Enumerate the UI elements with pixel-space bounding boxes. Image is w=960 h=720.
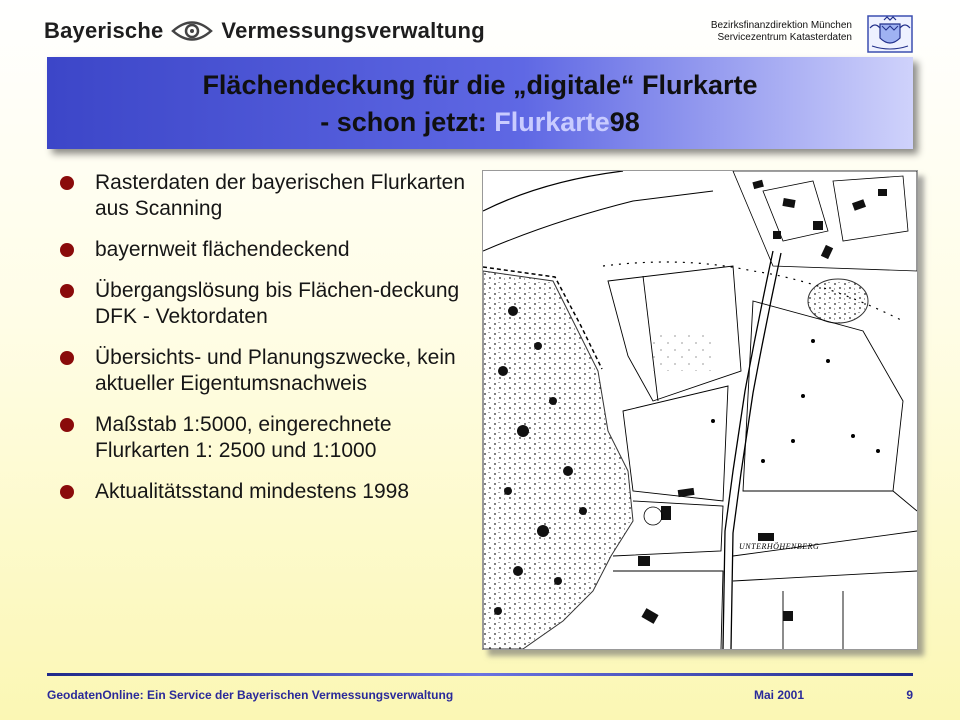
map-place-label: UNTERHÖHENBERG — [739, 542, 820, 551]
bavarian-crest-icon — [866, 14, 914, 54]
title-line-1: Flächendeckung für die „digitale“ Flurkarte — [202, 70, 758, 100]
bullet-text: Rasterdaten der bayerischen Flurkarten aus Scanning — [95, 171, 466, 220]
cadastral-map-image — [482, 170, 918, 650]
bullet-item — [60, 237, 480, 263]
organization-info — [711, 20, 852, 44]
bullet-dot-icon — [60, 176, 74, 190]
slide-title-box — [47, 57, 913, 149]
bullet-dot-icon — [60, 351, 74, 365]
footer-service-text: GeodatenOnline: Ein Service der Bayerischen Vermessungsverwaltung — [47, 688, 454, 702]
bullet-item — [60, 479, 480, 505]
bullet-item — [60, 170, 480, 222]
cadastral-map-drawing — [483, 171, 917, 649]
title-line-2-suffix: 98 — [609, 107, 640, 137]
title-line-2-prefix: - schon jetzt: — [320, 107, 495, 137]
page-number: 9 — [906, 688, 913, 702]
bullet-item — [60, 412, 480, 464]
footer-divider — [47, 673, 913, 676]
org-line-1: Bezirksfinanzdirektion München — [710, 20, 852, 31]
title-highlight: Flurkarte — [494, 107, 610, 137]
bullet-dot-icon — [60, 485, 74, 499]
bullet-list — [60, 170, 480, 520]
org-line-2: Servicezentrum Katasterdaten — [717, 32, 852, 43]
eye-logo-icon — [171, 16, 213, 46]
bullet-text: bayernweit flächendeckend — [95, 238, 350, 261]
bullet-text: Übersichts- und Planungszwecke, kein aktueller Eigentumsnachweis — [95, 346, 456, 395]
bullet-dot-icon — [60, 243, 74, 257]
bullet-text: Übergangslösung bis Flächen-deckung DFK - Vektordaten — [95, 279, 460, 328]
title-line-2 — [47, 107, 913, 138]
bullet-item — [60, 278, 480, 330]
footer-date: Mai 2001 — [754, 688, 805, 702]
bullet-text: Aktualitätsstand mindestens 1998 — [95, 480, 410, 503]
logo-text-bayerische: Bayerische — [44, 18, 164, 43]
logo-text-vermessungsverwaltung: Vermessungsverwaltung — [221, 18, 485, 43]
bullet-text: Maßstab 1:5000, eingerechnete Flurkarten 1: 2500 und 1:1000 — [95, 413, 392, 462]
bullet-item — [60, 345, 480, 397]
bullet-dot-icon — [60, 418, 74, 432]
agency-logo — [44, 12, 485, 50]
bullet-dot-icon — [60, 284, 74, 298]
